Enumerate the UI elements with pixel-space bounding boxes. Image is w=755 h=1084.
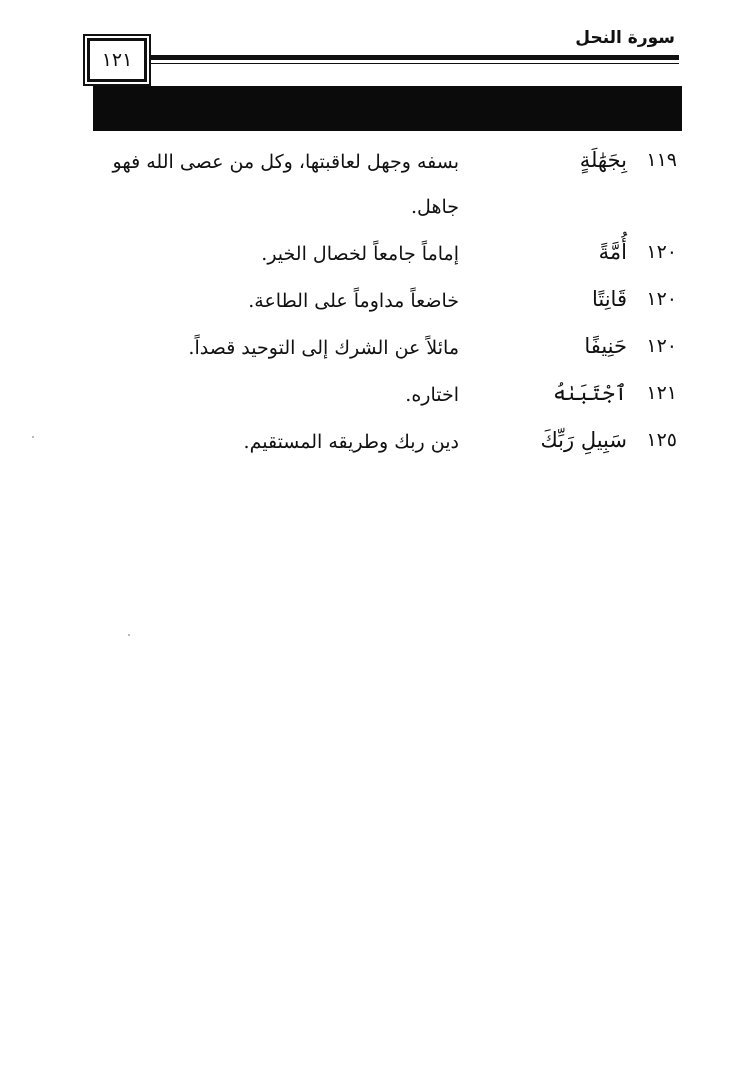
word-meaning: مائلاً عن الشرك إلى التوحيد قصداً. bbox=[188, 337, 459, 359]
quran-word: سَبِيلِ رَبِّكَ bbox=[540, 428, 627, 452]
word-meaning: اختاره. bbox=[405, 384, 459, 406]
word-meaning: خاضعاً مداوماً على الطاعة. bbox=[248, 290, 459, 312]
quran-word: بِجَهَٰلَةٍ bbox=[579, 148, 627, 172]
quran-word: ٱجْتَبَىٰهُ bbox=[553, 381, 627, 405]
glossary-row bbox=[96, 279, 677, 324]
glossary-row bbox=[96, 326, 677, 371]
scan-speck bbox=[32, 436, 34, 438]
glossary-list bbox=[96, 140, 677, 465]
verse-number: ١٢٠ bbox=[646, 241, 677, 263]
verse-number: ١٢١ bbox=[646, 382, 677, 404]
scan-speck bbox=[128, 634, 130, 636]
glossary-row bbox=[96, 420, 677, 465]
word-meaning: إماماً جامعاً لخصال الخير. bbox=[261, 243, 459, 265]
glossary-row bbox=[96, 232, 677, 277]
header-rule-thin bbox=[140, 63, 679, 64]
page-number: ١٢١ bbox=[87, 38, 147, 82]
surah-title: سورة النحل bbox=[575, 28, 675, 48]
verse-number: ١٢٠ bbox=[646, 288, 677, 310]
verse-number: ١٢٥ bbox=[646, 429, 677, 451]
word-meaning: دين ربك وطريقه المستقيم. bbox=[243, 431, 459, 453]
verse-number: ١١٩ bbox=[646, 149, 677, 171]
quran-word: أُمَّةً bbox=[598, 240, 627, 264]
quran-word: حَنِيفًا bbox=[584, 334, 627, 358]
quran-word: قَانِتًا bbox=[591, 287, 627, 311]
glossary-row bbox=[96, 140, 677, 230]
glossary-row bbox=[96, 373, 677, 418]
verse-number: ١٢٠ bbox=[646, 335, 677, 357]
header-band bbox=[93, 86, 682, 131]
header-rule bbox=[140, 55, 679, 60]
word-meaning: بسفه وجهل لعاقبتها، وكل من عصى الله فهو جاهل. bbox=[112, 151, 459, 218]
